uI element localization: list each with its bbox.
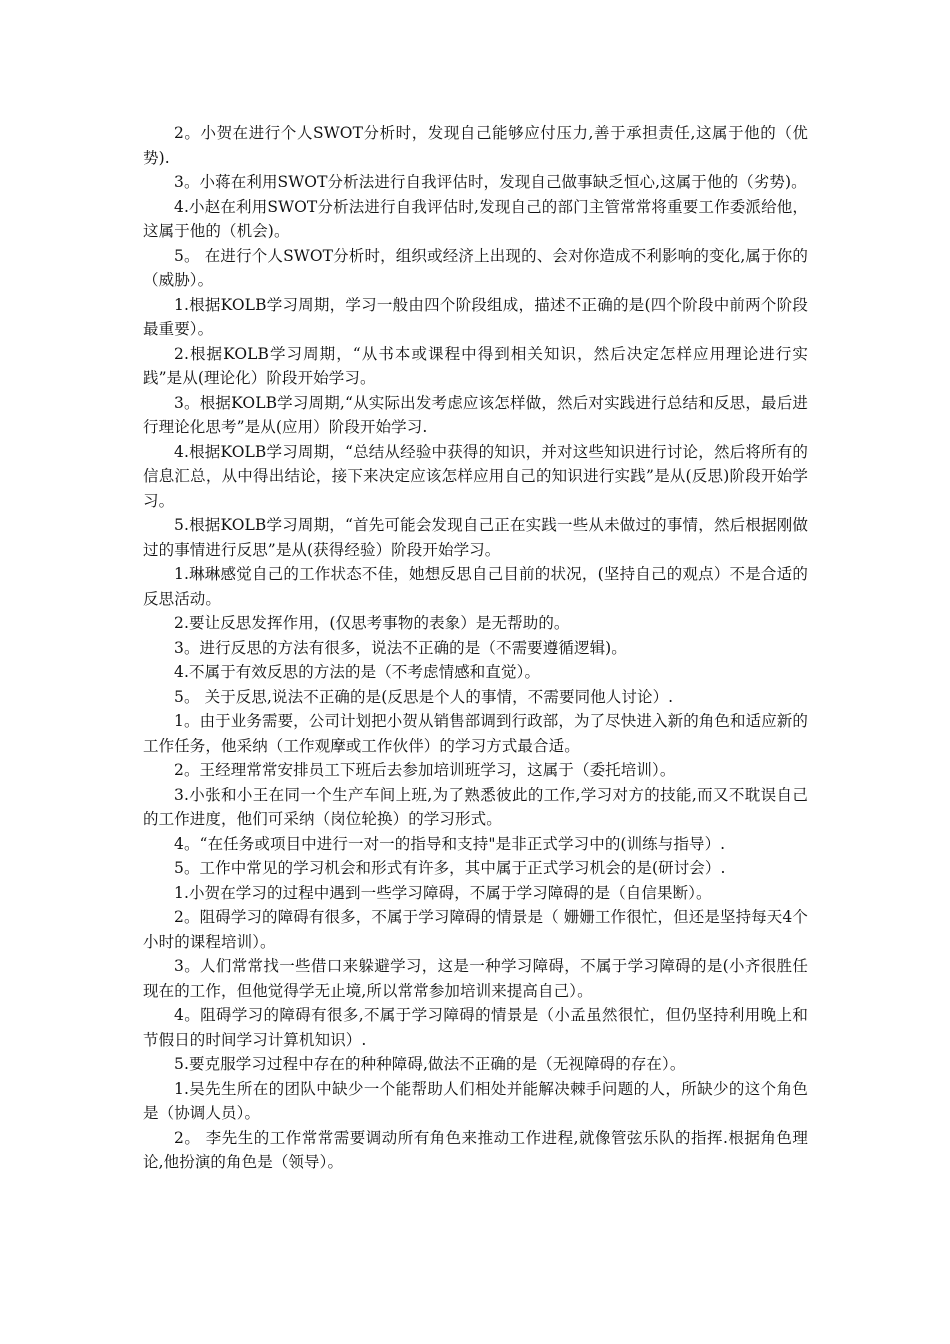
paragraph-reflection-1: 1.琳琳感觉自己的工作状态不佳，她想反思自己目前的状况，(坚持自己的观点）不是合适的反思活动。	[143, 565, 808, 608]
paragraph-kolb-1: 1.根据KOLB学习周期，学习一般由四个阶段组成，描述不正确的是(四个阶段中前两个阶段最重要）。	[143, 295, 808, 338]
paragraph-reflection-3: 3。进行反思的方法有很多，说法不正确的是（不需要遵循逻辑)。	[174, 638, 627, 657]
paragraph-learning-form-4: 4。“在任务或项目中进行一对一的指导和支持"是非正式学习中的(训练与指导）.	[174, 834, 726, 853]
paragraph-reflection-2: 2.要让反思发挥作用，(仅思考事物的表象）是无帮助的。	[174, 614, 570, 632]
paragraph-swot-3: 3。小蒋在利用SWOT分析法进行自我评估时，发现自己做事缺乏恒心,这属于他的（劣势)。	[174, 173, 807, 191]
paragraph-learning-form-2: 2。王经理常常安排员工下班后去参加培训班学习，这属于（委托培训）。	[174, 761, 676, 779]
paragraph-learning-form-1: 1。由于业务需要，公司计划把小贺从销售部调到行政部，为了尽快进入新的角色和适应新的工作任务，他采纳（工作观摩或工作伙伴）的学习方式最合适。	[143, 712, 808, 755]
paragraph-barrier-1: 1.小贺在学习的过程中遇到一些学习障碍，不属于学习障碍的是（自信果断）。	[174, 883, 712, 902]
paragraph-reflection-5: 5。 关于反思,说法不正确的是(反思是个人的事情，不需要同他人讨论）.	[174, 687, 674, 706]
paragraph-swot-2: 2。小贺在进行个人SWOT分析时，发现自己能够应付压力,善于承担责任,这属于他的（优势).	[143, 124, 808, 167]
paragraph-swot-5: 5。 在进行个人SWOT分析时，组织或经济上出现的、会对你造成不利影响的变化,属于你的（威胁）。	[143, 246, 808, 289]
paragraph-kolb-3: 3。根据KOLB学习周期,“从实际出发考虑应该怎样做，然后对实践进行总结和反思，最后进行理论化思考”是从(应用）阶段开始学习.	[143, 393, 808, 436]
paragraph-swot-4: 4.小赵在利用SWOT分析法进行自我评估时,发现自己的部门主管常常将重要工作委派给他，这属于他的（机会)。	[143, 197, 808, 240]
paragraph-barrier-5: 5.要克服学习过程中存在的种种障碍,做法不正确的是（无视障碍的存在）。	[174, 1055, 686, 1073]
paragraph-role-1: 1.吴先生所在的团队中缺少一个能帮助人们相处并能解决棘手问题的人，所缺少的这个角色是（协调人员）。	[143, 1079, 808, 1122]
paragraph-learning-form-5: 5。工作中常见的学习机会和形式有许多，其中属于正式学习机会的是(研讨会）.	[174, 859, 726, 877]
paragraph-learning-form-3: 3.小张和小王在同一个生产车间上班,为了熟悉彼此的工作,学习对方的技能,而又不耽误自己的工作进度，他们可采纳（岗位轮换）的学习形式。	[143, 785, 808, 828]
paragraph-kolb-5: 5.根据KOLB学习周期，“首先可能会发现自己正在实践一些从未做过的事情，然后根据刚做过的事情进行反思”是从(获得经验）阶段开始学习。	[143, 516, 808, 559]
paragraph-role-2: 2。 李先生的工作常常需要调动所有角色来推动工作进程,就像管弦乐队的指挥.根据角色理论,他扮演的角色是（领导）。	[143, 1128, 808, 1171]
document-body	[143, 121, 808, 1175]
paragraph-barrier-4: 4。阻碍学习的障碍有很多,不属于学习障碍的情景是（小孟虽然很忙，但仍坚持利用晚上和节假日的时间学习计算机知识）.	[143, 1006, 808, 1049]
paragraph-kolb-2: 2.根据KOLB学习周期，“从书本或课程中得到相关知识，然后决定怎样应用理论进行实践”是从(理论化）阶段开始学习。	[143, 344, 808, 387]
paragraph-barrier-3: 3。人们常常找一些借口来躲避学习，这是一种学习障碍，不属于学习障碍的是(小齐很胜任现在的工作，但他觉得学无止境,所以常常参加培训来提高自己）。	[143, 957, 808, 1000]
paragraph-kolb-4: 4.根据KOLB学习周期，“总结从经验中获得的知识，并对这些知识进行讨论，然后将所有的信息汇总，从中得出结论，接下来决定应该怎样应用自己的知识进行实践”是从(反思)阶段开始学习。	[143, 442, 808, 510]
paragraph-barrier-2: 2。阻碍学习的障碍有很多，不属于学习障碍的情景是（ 姗姗工作很忙，但还是坚持每天4个小时的课程培训）。	[143, 908, 808, 951]
paragraph-reflection-4: 4.不属于有效反思的方法的是（不考虑情感和直觉）。	[174, 663, 541, 681]
